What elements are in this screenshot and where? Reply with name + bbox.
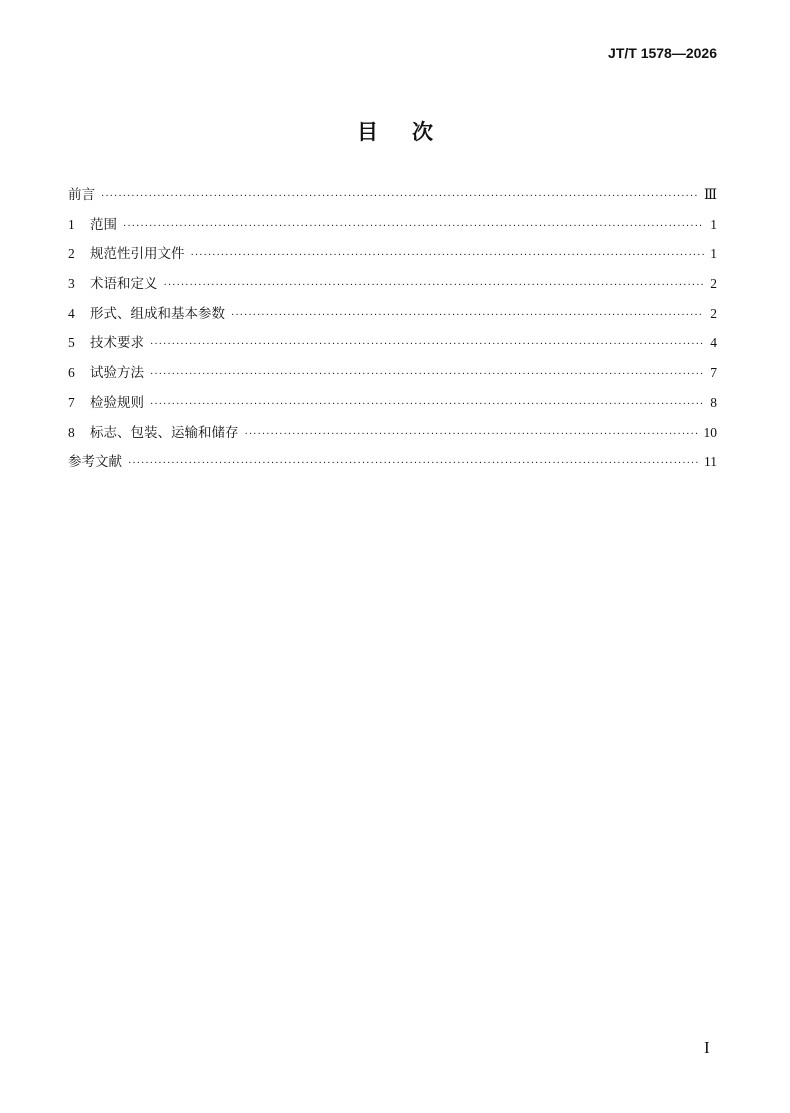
toc-entry[interactable] [68,213,717,243]
dot-leader [150,369,704,380]
toc-entry[interactable] [68,302,717,332]
toc-entry-number: 3 [68,276,75,292]
toc-entry-number: 6 [68,365,75,381]
toc-entry-label: 范围 [90,216,117,232]
page-title: 目次 [357,120,467,144]
toc-entry-number: 1 [68,216,75,232]
toc-entry[interactable] [68,272,717,302]
toc-entry-page: 8 [710,394,717,410]
dot-leader [164,280,705,291]
toc-entry-page: 10 [703,424,717,440]
toc-entry[interactable] [68,242,717,272]
toc-entry-number: 7 [68,394,75,410]
toc-entry-label: 检验规则 [90,394,144,410]
toc-entry-label: 规范性引用文件 [90,246,185,262]
dot-leader [128,458,698,469]
dot-leader [191,250,705,261]
toc-entry-label: 标志、包装、运输和储存 [90,424,239,440]
standard-code: JT/T 1578—2026 [608,45,717,61]
page-number: I [704,1038,710,1057]
dot-leader [101,191,698,202]
toc-entry-label: 前言 [68,187,95,202]
toc-entry-page: 1 [710,246,717,262]
toc-entry-page: 1 [710,216,717,232]
toc-entry-number: 5 [68,335,75,351]
dot-leader [123,221,704,232]
toc-entry[interactable] [68,450,717,480]
toc-entry-number: 4 [68,305,75,321]
dot-leader [231,310,704,321]
dot-leader [150,399,704,410]
toc-entry-label: 技术要求 [90,335,144,351]
toc-entry[interactable] [68,391,717,421]
toc-entry[interactable] [68,331,717,361]
toc-entry-label: 试验方法 [90,365,144,381]
toc-entry-label: 形式、组成和基本参数 [90,305,225,321]
toc-entry[interactable] [68,361,717,391]
table-of-contents [68,183,717,480]
toc-entry-page: 2 [710,276,717,292]
toc-entry[interactable] [68,183,717,213]
dot-leader [245,429,698,440]
toc-entry-page: 2 [710,305,717,321]
toc-entry-number: 2 [68,246,75,262]
toc-entry-page: 11 [704,454,717,470]
toc-entry-label: 术语和定义 [90,276,158,292]
toc-entry-page: Ⅲ [703,187,717,202]
toc-entry-page: 4 [710,335,717,351]
toc-entry-label: 参考文献 [68,454,122,470]
dot-leader [150,339,704,350]
toc-entry-page: 7 [710,365,717,381]
toc-entry-number: 8 [68,424,75,440]
toc-entry[interactable] [68,421,717,451]
